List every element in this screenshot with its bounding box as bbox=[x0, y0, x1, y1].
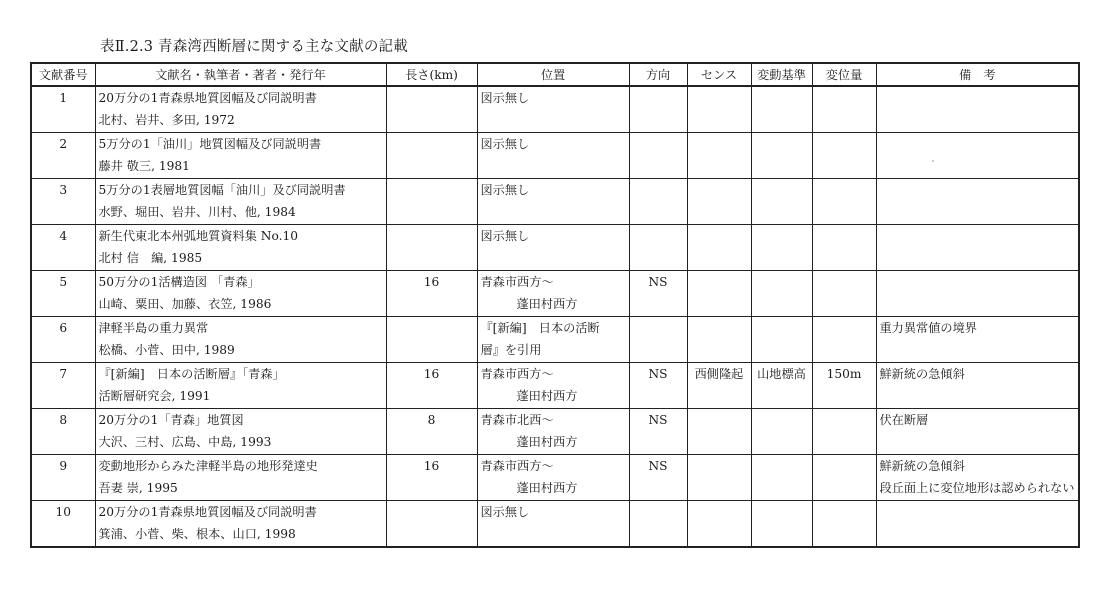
remarks-cell bbox=[876, 455, 1079, 501]
literature-cell bbox=[95, 133, 386, 179]
position-cell bbox=[477, 363, 629, 409]
header-cell: 変動基準 bbox=[751, 63, 812, 86]
position-line-1: 青森市北西～ bbox=[480, 413, 554, 427]
position-line-2: 蓬田村西方 bbox=[516, 297, 578, 311]
ref-number: 10 bbox=[55, 505, 71, 519]
direction-value: NS bbox=[648, 275, 668, 289]
literature-cell bbox=[95, 317, 386, 363]
table-row bbox=[31, 409, 1079, 455]
displacement-cell bbox=[812, 455, 876, 501]
literature-authors: 北村 信 編, 1985 bbox=[98, 251, 203, 265]
displacement-cell bbox=[812, 86, 876, 133]
position-cell bbox=[477, 179, 629, 225]
position-cell bbox=[477, 133, 629, 179]
position-line-1: 図示無し bbox=[480, 229, 530, 243]
direction-cell bbox=[629, 179, 687, 225]
sense-cell bbox=[687, 455, 751, 501]
reference-datum-value: 山地標高 bbox=[757, 367, 806, 381]
ref-number: 1 bbox=[59, 91, 68, 105]
literature-authors: 藤井 敬三, 1981 bbox=[98, 159, 190, 173]
literature-cell bbox=[95, 409, 386, 455]
direction-value: NS bbox=[648, 459, 668, 473]
literature-cell bbox=[95, 225, 386, 271]
header-cell: 位置 bbox=[477, 63, 629, 86]
reference-datum-cell bbox=[751, 179, 812, 225]
length-value: 16 bbox=[423, 275, 440, 289]
ref-number-cell bbox=[31, 179, 95, 225]
table-row bbox=[31, 501, 1079, 548]
direction-cell bbox=[629, 133, 687, 179]
length-value: 8 bbox=[427, 413, 436, 427]
length-cell bbox=[386, 179, 477, 225]
literature-title: 変動地形からみた津軽半島の地形発達史 bbox=[98, 459, 318, 473]
position-cell bbox=[477, 317, 629, 363]
sense-cell bbox=[687, 179, 751, 225]
displacement-cell bbox=[812, 363, 876, 409]
reference-datum-cell bbox=[751, 86, 812, 133]
ref-number-cell bbox=[31, 317, 95, 363]
sense-cell bbox=[687, 409, 751, 455]
remarks-line-2: 段丘面上に変位地形は認められない bbox=[879, 481, 1075, 495]
sense-cell bbox=[687, 133, 751, 179]
literature-authors: 山崎、粟田、加藤、衣笠, 1986 bbox=[98, 297, 272, 311]
reference-datum-cell bbox=[751, 133, 812, 179]
literature-title: 50万分の1活構造図 「青森」 bbox=[98, 275, 260, 289]
sense-value: 西側隆起 bbox=[694, 367, 744, 381]
ref-number-cell bbox=[31, 455, 95, 501]
sense-cell bbox=[687, 86, 751, 133]
displacement-cell bbox=[812, 501, 876, 548]
ref-number-cell bbox=[31, 86, 95, 133]
remarks-cell bbox=[876, 133, 1079, 179]
table-row bbox=[31, 179, 1079, 225]
ref-number: 6 bbox=[59, 321, 68, 335]
remarks-line-1: 鮮新統の急傾斜 bbox=[879, 459, 965, 473]
table-row bbox=[31, 363, 1079, 409]
remarks-cell bbox=[876, 409, 1079, 455]
position-line-1: 青森市西方～ bbox=[480, 459, 554, 473]
ref-number-cell bbox=[31, 271, 95, 317]
header-cell: 文献番号 bbox=[31, 63, 95, 86]
position-line-2: 層』を引用 bbox=[480, 343, 542, 357]
direction-cell bbox=[629, 455, 687, 501]
direction-value: NS bbox=[648, 413, 668, 427]
ref-number: 8 bbox=[59, 413, 68, 427]
displacement-cell bbox=[812, 133, 876, 179]
position-line-2: 蓬田村西方 bbox=[516, 389, 578, 403]
ref-number-cell bbox=[31, 363, 95, 409]
direction-cell bbox=[629, 363, 687, 409]
direction-cell bbox=[629, 409, 687, 455]
literature-cell bbox=[95, 86, 386, 133]
literature-cell bbox=[95, 179, 386, 225]
direction-cell bbox=[629, 501, 687, 548]
literature-title: 20万分の1「青森」地質図 bbox=[98, 413, 244, 427]
displacement-cell bbox=[812, 225, 876, 271]
remarks-cell bbox=[876, 317, 1079, 363]
ref-number: 3 bbox=[59, 183, 68, 197]
position-line-1: 図示無し bbox=[480, 137, 530, 151]
ref-number-cell bbox=[31, 501, 95, 548]
header-cell: 方向 bbox=[629, 63, 687, 86]
ref-number: 5 bbox=[59, 275, 68, 289]
remarks-cell bbox=[876, 271, 1079, 317]
literature-title: 津軽半島の重力異常 bbox=[98, 321, 209, 335]
reference-datum-cell bbox=[751, 363, 812, 409]
displacement-cell bbox=[812, 271, 876, 317]
direction-cell bbox=[629, 317, 687, 363]
position-cell bbox=[477, 225, 629, 271]
position-cell bbox=[477, 501, 629, 548]
ref-number: 7 bbox=[59, 367, 68, 381]
sense-cell bbox=[687, 225, 751, 271]
length-cell bbox=[386, 133, 477, 179]
literature-authors: 松橋、小菅、田中, 1989 bbox=[98, 343, 235, 357]
header-cell: 変位量 bbox=[812, 63, 876, 86]
length-cell bbox=[386, 271, 477, 317]
ref-number-cell bbox=[31, 225, 95, 271]
position-line-1: 図示無し bbox=[480, 505, 530, 519]
remarks-line-1: 伏在断層 bbox=[879, 413, 929, 427]
literature-table bbox=[30, 62, 1080, 548]
literature-title: 新生代東北本州弧地質資料集 No.10 bbox=[98, 229, 298, 243]
sense-cell bbox=[687, 363, 751, 409]
ref-number-cell bbox=[31, 133, 95, 179]
literature-authors: 水野、堀田、岩井、川村、他, 1984 bbox=[98, 205, 296, 219]
literature-authors: 箕浦、小菅、柴、根本、山口, 1998 bbox=[98, 527, 296, 541]
literature-cell bbox=[95, 271, 386, 317]
position-line-2: 蓬田村西方 bbox=[516, 481, 578, 495]
reference-datum-cell bbox=[751, 501, 812, 548]
reference-datum-cell bbox=[751, 225, 812, 271]
position-line-2: 蓬田村西方 bbox=[516, 435, 578, 449]
length-cell bbox=[386, 501, 477, 548]
displacement-cell bbox=[812, 409, 876, 455]
literature-title: 『[新編] 日本の活断層』「青森」 bbox=[98, 367, 285, 381]
sense-cell bbox=[687, 317, 751, 363]
literature-title: 5万分の1表層地質図幅「油川」及び同説明書 bbox=[98, 183, 346, 197]
literature-authors: 大沢、三村、広島、中島, 1993 bbox=[98, 435, 272, 449]
literature-title: 5万分の1「油川」地質図幅及び同説明書 bbox=[98, 137, 322, 151]
remarks-cell bbox=[876, 501, 1079, 548]
direction-cell bbox=[629, 271, 687, 317]
remarks-cell bbox=[876, 225, 1079, 271]
literature-cell bbox=[95, 501, 386, 548]
length-cell bbox=[386, 363, 477, 409]
position-line-1: 青森市西方～ bbox=[480, 275, 554, 289]
position-cell bbox=[477, 86, 629, 133]
header-cell: 長さ(km) bbox=[386, 63, 477, 86]
length-cell bbox=[386, 225, 477, 271]
reference-datum-cell bbox=[751, 409, 812, 455]
table-title: 表Ⅱ.2.3 青森湾西断層に関する主な文献の記載 bbox=[100, 39, 408, 55]
ref-number: 4 bbox=[59, 229, 68, 243]
remarks-line-1: 重力異常値の境界 bbox=[879, 321, 977, 335]
length-value: 16 bbox=[423, 459, 440, 473]
header-cell: センス bbox=[687, 63, 751, 86]
remarks-cell bbox=[876, 179, 1079, 225]
reference-datum-cell bbox=[751, 271, 812, 317]
position-cell bbox=[477, 409, 629, 455]
length-cell bbox=[386, 86, 477, 133]
table-row bbox=[31, 86, 1079, 133]
remarks-cell bbox=[876, 86, 1079, 133]
position-line-1: 『[新編] 日本の活断 bbox=[480, 321, 600, 335]
remarks-line-1: 鮮新統の急傾斜 bbox=[879, 367, 965, 381]
direction-cell bbox=[629, 86, 687, 133]
sense-cell bbox=[687, 271, 751, 317]
literature-title: 20万分の1青森県地質図幅及び同説明書 bbox=[98, 91, 317, 105]
literature-cell bbox=[95, 455, 386, 501]
displacement-value: 150m bbox=[826, 367, 862, 381]
table-row bbox=[31, 133, 1079, 179]
position-line-1: 図示無し bbox=[480, 91, 530, 105]
position-cell bbox=[477, 455, 629, 501]
length-value: 16 bbox=[423, 367, 440, 381]
table-row bbox=[31, 271, 1079, 317]
direction-value: NS bbox=[648, 367, 668, 381]
reference-datum-cell bbox=[751, 317, 812, 363]
header-row bbox=[31, 63, 1079, 86]
reference-datum-cell bbox=[751, 455, 812, 501]
sense-cell bbox=[687, 501, 751, 548]
ref-number: 2 bbox=[59, 137, 68, 151]
ref-number: 9 bbox=[59, 459, 68, 473]
position-cell bbox=[477, 271, 629, 317]
header-cell: 文献名・執筆者・著者・発行年 bbox=[95, 63, 386, 86]
literature-authors: 活断層研究会, 1991 bbox=[98, 389, 211, 403]
displacement-cell bbox=[812, 179, 876, 225]
table-row bbox=[31, 455, 1079, 501]
header-cell: 備 考 bbox=[876, 63, 1079, 86]
literature-authors: 北村、岩井、多田, 1972 bbox=[98, 113, 235, 127]
length-cell bbox=[386, 455, 477, 501]
table-row bbox=[31, 317, 1079, 363]
position-line-1: 図示無し bbox=[480, 183, 530, 197]
remarks-cell bbox=[876, 363, 1079, 409]
direction-cell bbox=[629, 225, 687, 271]
ref-number-cell bbox=[31, 409, 95, 455]
literature-cell bbox=[95, 363, 386, 409]
length-cell bbox=[386, 409, 477, 455]
displacement-cell bbox=[812, 317, 876, 363]
literature-title: 20万分の1青森県地質図幅及び同説明書 bbox=[98, 505, 317, 519]
length-cell bbox=[386, 317, 477, 363]
position-line-1: 青森市西方～ bbox=[480, 367, 554, 381]
scan-speck bbox=[932, 160, 934, 162]
table-row bbox=[31, 225, 1079, 271]
literature-authors: 吾妻 崇, 1995 bbox=[98, 481, 178, 495]
